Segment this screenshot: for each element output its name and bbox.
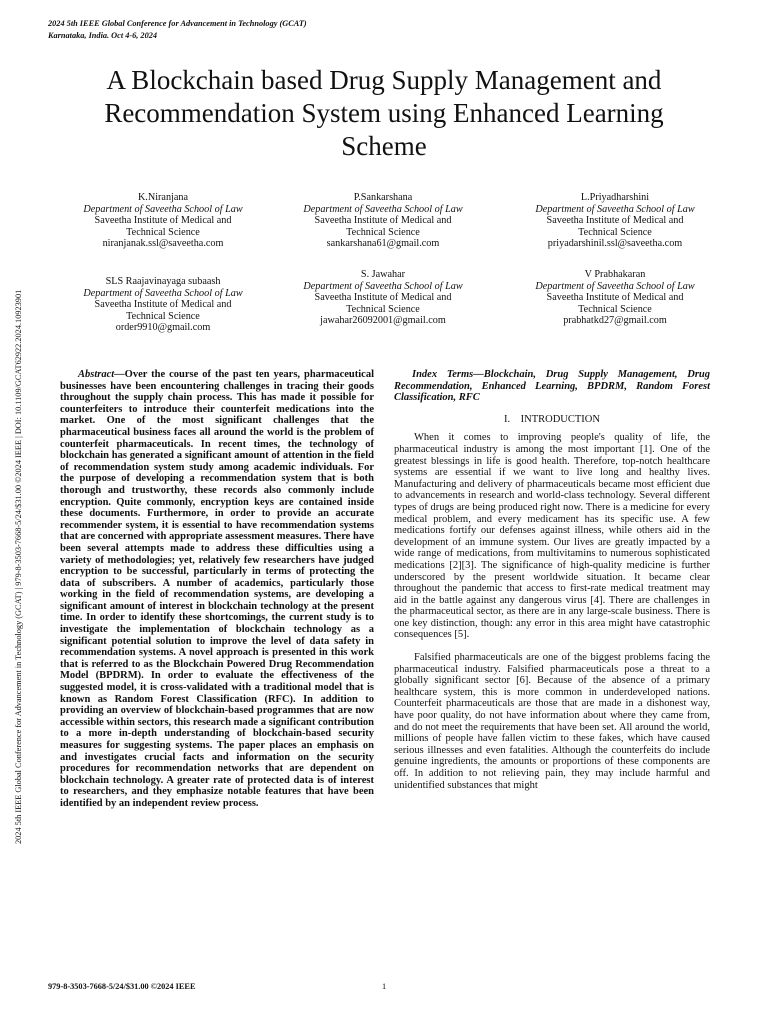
side-citation-text: 2024 5th IEEE Global Conference for Advancement in Technology (GCAT) | 979-8-3503-7668-5/24/$31.00 ©2024 IEEE | DOI: 10.1109/GCAT62922.2024.10923901 <box>14 289 23 844</box>
author-email: sankarshana61@gmail.com <box>326 238 440 250</box>
author-name: P.Sankarshana <box>353 192 413 203</box>
title-line: Scheme <box>341 131 427 161</box>
footer-isbn: 979-8-3503-7668-5/24/$31.00 ©2024 IEEE <box>48 982 196 991</box>
author-dept: Department of Saveetha School of Law <box>303 203 463 215</box>
author-name: V Prabhakaran <box>584 269 646 280</box>
abstract-dash: — <box>114 369 125 380</box>
author-inst: Saveetha Institute of Medical and <box>94 299 232 311</box>
page-number: 1 <box>382 982 387 991</box>
author-name: L.Priyadharshini <box>580 192 650 203</box>
right-column <box>394 369 710 791</box>
title-line: Recommendation System using Enhanced Learning <box>104 98 664 128</box>
index-terms: Index Terms—Blockchain, Drug Supply Management, Drug Recommendation, Enhanced Learning, BPDRM, Random Forest Classification, RFC <box>394 369 710 404</box>
author-email: priyadarshinil.ssl@saveetha.com <box>547 238 683 250</box>
title-line: A Blockchain based Drug Supply Management and <box>106 65 662 95</box>
author-inst: Saveetha Institute of Medical and <box>94 215 232 227</box>
author-inst: Technical Science <box>126 310 200 322</box>
author-inst: Technical Science <box>346 226 420 238</box>
author-name: S. Jawahar <box>360 269 406 280</box>
intro-paragraph: Falsified pharmaceuticals are one of the biggest problems facing the pharmaceutical industry. Falsified pharmaceuticals pose a threat to a globally significant sector [6]. Because of the absence of a primary healthcare system, this is more common in underdeveloped nations. Counterfeit pharmaceuticals are those that are made in a dishonest way, have poor quality, do not have information about where they came from, and do not meet the requirements that have been set. All around the world, millions of people have fallen victim to these fakes, which have caused serious illnesses and even fatalities. Although the counterfeits do include genuine ingredients, the amounts or proportions of these components are off. In addition to not relieving pain, they may include harmful and unidentified substances that might <box>394 652 710 791</box>
author-dept: Department of Saveetha School of Law <box>83 203 243 215</box>
section-number: I. <box>504 413 511 425</box>
author-block <box>502 269 728 327</box>
conference-header <box>48 18 307 42</box>
author-name: K.Niranjana <box>137 192 189 203</box>
author-email: order9910@gmail.com <box>115 322 211 334</box>
author-dept: Department of Saveetha School of Law <box>303 280 463 292</box>
paper-title <box>40 64 728 163</box>
abstract-paragraph <box>60 369 374 810</box>
author-block <box>50 192 276 250</box>
author-email: prabhatkd27@gmail.com <box>563 315 667 327</box>
author-block <box>270 192 496 250</box>
author-inst: Technical Science <box>578 303 652 315</box>
intro-paragraph: When it comes to improving people's quality of life, the pharmaceutical industry is among the most important [1]. One of the greatest blessings in life is good health. Therefore, top-notch healthcare systems are essential if we want to live long and healthy lives. Manufacturing and delivery of pharmaceuticals became most efficient due to advancements in research and world-class technology. Several different types of drugs are being produced right now. There is a medicine for every medical problem, and every medicament has its specific use. A few medications fortify our defenses against illness, while others aid in the development of an immune system. Our lives are greatly impacted by a wide range of medications, from multivitamins to numerous sophisticated medications [2][3]. The significance of high-quality medicine is further underscored by the present worldwide situation. It became clear throughout the pandemic that access to first-rate medical treatment may aid in the battle against any dangerous virus [4]. There are challenges in the pharmaceutical sector, as there are in any large-scale business. There is one key distinction, though: any error in this area might have catastrophic consequences [5]. <box>394 432 710 641</box>
conference-name: 2024 5th IEEE Global Conference for Advancement in Technology (GCAT) <box>48 19 307 28</box>
author-dept: Department of Saveetha School of Law <box>535 203 695 215</box>
author-block <box>50 276 276 334</box>
section-title: INTRODUCTION <box>520 413 600 425</box>
author-inst: Saveetha Institute of Medical and <box>546 215 684 227</box>
abstract-label: Abstract <box>78 369 115 380</box>
abstract-text: Over the course of the past ten years, pharmaceutical businesses have been encountering challenges in tracing their goods throughout the supply chain process. This has made it possible for counterfeiters to introduce their counterfeit medications into the market. One of the most significant challenges that the pharmaceutical business faces all around the world is the problem of counterfeit pharmaceuticals. In recent times, the technology of blockchain has generated a significant amount of attention in the field of recommendation system study among academic individuals. For the purpose of developing a recommendation system that is both thorough and trustworthy, these records also commonly include encryption. Quite commonly, encryption keys are contained inside these documents. Furthermore, in order to provide an accurate recommender system, it is essential to have recommendation systems that are concerned with appropriate assessment measures. There have been several attempts made to address these difficulties using a variety of methodologies; yet, relatively few researchers have judged encryption to be successful, particularly in terms of protecting the data of subscribers. A number of academics, particularly those working in the field of recommendation systems, are developing a significant amount of interest in blockchain technology at the present time. In order to identify these shortcomings, the current study is to investigate the implementation of blockchain technology as a significant potential solution to improve the level of data safety in recommendation systems. A novel approach is presented in this work that is referred to as the Blockchain Powered Drug Recommendation Model (BPDRM). In order to evaluate the effectiveness of the suggested model, it is cross-validated with a traditional model that is known as Random Forest Classification (RFC). In addition to providing an overview of blockchain-based programmes that are now accessible within sectors, this research made a significant contribution to a more in-depth understanding of blockchain-based security measures for suggesting systems. The paper places an emphasis on and investigates crucial facts and information on the security procedures for recommendation networks that are dependent on blockchain technology. A greater rate of protected data is of interest to researchers, and they emphasize notable features that have been identified by an independent review process. <box>60 369 374 809</box>
author-block <box>270 269 496 327</box>
abstract-column <box>60 369 374 810</box>
author-inst: Saveetha Institute of Medical and <box>314 292 452 304</box>
author-dept: Department of Saveetha School of Law <box>83 287 243 299</box>
author-inst: Technical Science <box>578 226 652 238</box>
author-inst: Technical Science <box>346 303 420 315</box>
author-inst: Saveetha Institute of Medical and <box>314 215 452 227</box>
author-email: niranjanak.ssl@saveetha.com <box>102 238 224 250</box>
author-name: SLS Raajavinayaga subaash <box>105 276 221 287</box>
author-block <box>502 192 728 250</box>
conference-location: Karnataka, India. Oct 4-6, 2024 <box>48 31 158 40</box>
section-heading <box>394 414 710 426</box>
author-dept: Department of Saveetha School of Law <box>535 280 695 292</box>
author-email: jawahar26092001@gmail.com <box>320 315 446 327</box>
author-inst: Saveetha Institute of Medical and <box>546 292 684 304</box>
author-inst: Technical Science <box>126 226 200 238</box>
